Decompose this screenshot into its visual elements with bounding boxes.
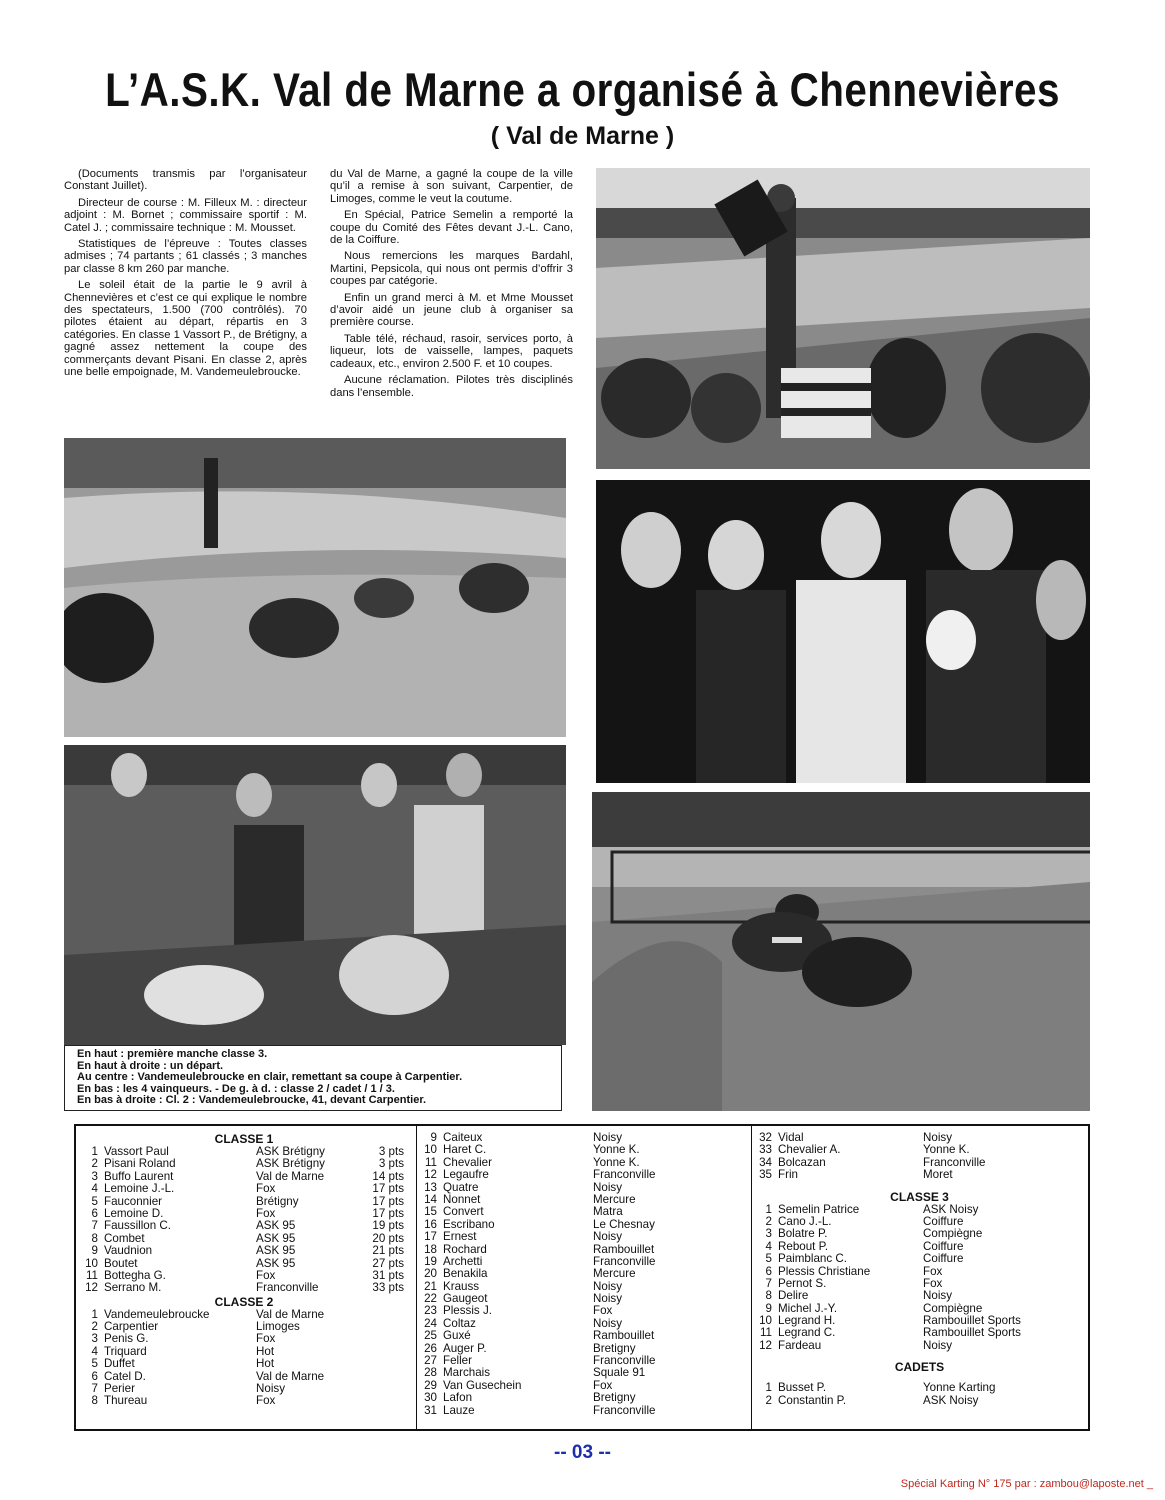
result-rank: 12: [85, 1281, 98, 1295]
result-rank: 11: [85, 1268, 98, 1282]
result-row: [423, 1268, 746, 1280]
result-rank: 31: [424, 1403, 437, 1417]
result-club: Noisy: [593, 1292, 622, 1306]
result-driver: Lafon: [443, 1391, 473, 1405]
result-driver: Krauss: [443, 1279, 480, 1293]
result-club: Brétigny: [256, 1194, 299, 1208]
result-rank: 8: [91, 1394, 98, 1408]
paragraph: Statistiques de l’épreuve : Toutes classes admises ; 74 partants ; 61 classés ; 3 manches par classe 8 km 260 par manche.: [64, 238, 307, 275]
result-club: Fox: [593, 1304, 613, 1318]
result-rank: 28: [424, 1366, 437, 1380]
result-driver: Michel J.-Y.: [778, 1301, 838, 1315]
result-club: ASK 95: [256, 1256, 296, 1270]
result-rank: 24: [424, 1316, 437, 1330]
result-row: [758, 1382, 1081, 1394]
result-rank: 25: [424, 1329, 437, 1343]
result-club: ASK Noisy: [923, 1202, 979, 1216]
paragraph: En Spécial, Patrice Semelin a remporté la coupe du Comité des Fêtes devant J.-L. Cano, de la Coiffure.: [330, 209, 573, 247]
result-row: [423, 1231, 746, 1243]
paragraph: Directeur de course : M. Filleux M. : directeur adjoint : M. Bornet ; commissaire sportif : M. Catel J. ; commissaire technique : M. Mousset.: [64, 196, 307, 234]
classe2-rows: [84, 1309, 404, 1408]
result-club: Bretigny: [593, 1391, 636, 1405]
result-driver: Penis G.: [104, 1332, 149, 1346]
result-rank: 15: [424, 1205, 437, 1219]
result-rank: 9: [765, 1301, 772, 1315]
result-driver: Lemoine J.-L.: [104, 1182, 175, 1196]
photo-first-heat: [64, 438, 566, 737]
result-club: ASK Brétigny: [256, 1145, 325, 1158]
result-driver: Plessis J.: [443, 1304, 492, 1318]
result-rank: 10: [424, 1143, 437, 1157]
result-points: 14 pts: [372, 1169, 404, 1183]
result-row: [84, 1220, 404, 1232]
result-rank: 6: [91, 1206, 98, 1220]
result-club: Val de Marne: [256, 1369, 325, 1383]
result-row: [423, 1405, 746, 1417]
result-club: Franconville: [256, 1281, 319, 1295]
result-points: 27 pts: [372, 1256, 404, 1270]
result-row: [758, 1340, 1081, 1352]
result-rank: 29: [424, 1378, 437, 1392]
result-driver: Benakila: [443, 1267, 488, 1281]
result-club: Franconville: [923, 1155, 986, 1169]
result-rank: 11: [424, 1155, 437, 1169]
result-row: [84, 1333, 404, 1345]
photo-race-start: [596, 168, 1090, 469]
result-club: Limoges: [256, 1320, 300, 1334]
result-club: Rambouillet Sports: [923, 1314, 1021, 1328]
result-rank: 11: [759, 1326, 772, 1340]
result-club: Fox: [256, 1268, 276, 1282]
classe3-heading: CLASSE 3: [890, 1189, 949, 1204]
result-points: 3 pts: [378, 1157, 404, 1171]
cadets-rows: [758, 1382, 1081, 1407]
result-rank: 22: [424, 1292, 437, 1306]
result-rank: 2: [91, 1157, 98, 1171]
result-driver: Vaudnion: [104, 1244, 153, 1258]
result-rank: 10: [759, 1314, 772, 1328]
result-rank: 20: [424, 1267, 437, 1281]
results-column-3: [751, 1126, 1081, 1429]
result-club: Coiffure: [923, 1239, 964, 1253]
result-driver: Bolcazan: [778, 1155, 826, 1169]
photo-class2-battle: [592, 792, 1090, 1111]
results-column-2: [416, 1126, 746, 1429]
result-rank: 7: [91, 1219, 98, 1233]
result-row: [423, 1392, 746, 1404]
result-driver: Marchais: [443, 1366, 491, 1380]
result-row: [84, 1358, 404, 1370]
result-rank: 5: [765, 1252, 772, 1266]
result-driver: Fardeau: [778, 1338, 822, 1352]
result-rank: 30: [424, 1391, 437, 1405]
result-club: Rambouillet: [593, 1329, 655, 1343]
result-club: Rambouillet: [593, 1242, 655, 1256]
result-driver: Quatre: [443, 1180, 479, 1194]
result-rank: 3: [91, 1332, 98, 1346]
result-rank: 4: [91, 1344, 98, 1358]
result-driver: Pernot S.: [778, 1276, 827, 1290]
result-driver: Combet: [104, 1231, 145, 1245]
result-club: Hot: [256, 1357, 275, 1371]
result-row: [84, 1183, 404, 1195]
result-club: Coiffure: [923, 1252, 964, 1266]
result-driver: Ernest: [443, 1230, 477, 1244]
result-row: [758, 1327, 1081, 1339]
paragraph: Nous remercions les marques Bardahl, Martini, Pepsicola, qui nous ont permis d’offrir 3 coupes par catégorie.: [330, 250, 573, 288]
result-club: Le Chesnay: [593, 1217, 655, 1231]
result-rank: 3: [91, 1169, 98, 1183]
result-club: Franconville: [593, 1403, 656, 1417]
result-club: Compiègne: [923, 1227, 983, 1241]
result-rank: 12: [424, 1168, 437, 1182]
result-driver: Caiteux: [443, 1131, 483, 1144]
result-club: Noisy: [593, 1131, 622, 1144]
paragraph: Enfin un grand merci à M. et Mme Mousset d’avoir aidé un jeune club à organiser sa première course.: [330, 291, 573, 329]
result-club: Noisy: [593, 1279, 622, 1293]
result-club: Franconville: [593, 1254, 656, 1268]
result-driver: Vassort Paul: [104, 1145, 169, 1158]
result-rank: 16: [424, 1217, 437, 1231]
result-club: Noisy: [593, 1180, 622, 1194]
result-row: [423, 1318, 746, 1330]
result-driver: Coltaz: [443, 1316, 476, 1330]
result-club: ASK 95: [256, 1244, 296, 1258]
paragraph: (Documents transmis par l’organisateur Constant Juillet).: [64, 168, 307, 193]
result-rank: 26: [424, 1341, 437, 1355]
caption-line: En haut à droite : un départ.: [77, 1059, 224, 1072]
result-club: Matra: [593, 1205, 623, 1219]
result-row: [423, 1367, 746, 1379]
result-driver: Escribano: [443, 1217, 495, 1231]
result-rank: 32: [759, 1131, 772, 1144]
result-points: 21 pts: [372, 1244, 404, 1258]
result-club: Squale 91: [593, 1366, 646, 1380]
result-club: Fox: [256, 1394, 276, 1408]
result-club: ASK 95: [256, 1219, 296, 1233]
result-club: Yonne K.: [593, 1155, 640, 1169]
result-row: [758, 1144, 1081, 1156]
result-row: [758, 1228, 1081, 1240]
result-rank: 7: [765, 1276, 772, 1290]
result-row: [758, 1253, 1081, 1265]
result-rank: 1: [91, 1145, 98, 1158]
result-row: [84, 1282, 404, 1294]
result-points: 17 pts: [372, 1194, 404, 1208]
result-driver: Paimblanc C.: [778, 1252, 847, 1266]
result-rank: 19: [424, 1254, 437, 1268]
photo-winners: [64, 745, 566, 1045]
results-table: [74, 1124, 1090, 1431]
result-driver: Chevalier: [443, 1155, 492, 1169]
result-driver: Feller: [443, 1354, 472, 1368]
photo-trophy-presentation: [596, 480, 1090, 783]
result-club: ASK Brétigny: [256, 1157, 325, 1171]
result-club: Moret: [923, 1168, 953, 1182]
result-driver: Auger P.: [443, 1341, 487, 1355]
result-rank: 12: [759, 1338, 772, 1352]
result-rank: 13: [424, 1180, 437, 1194]
result-club: Bretigny: [593, 1341, 636, 1355]
result-club: Rambouillet Sports: [923, 1326, 1021, 1340]
article-column-2: [330, 168, 573, 403]
result-rank: 9: [91, 1244, 98, 1258]
result-driver: Boutet: [104, 1256, 138, 1270]
result-rank: 1: [91, 1307, 98, 1321]
result-driver: Haret C.: [443, 1143, 487, 1157]
result-club: Noisy: [923, 1131, 952, 1144]
result-driver: Rebout P.: [778, 1239, 829, 1253]
result-club: Fox: [256, 1182, 276, 1196]
result-driver: Convert: [443, 1205, 484, 1219]
result-club: Noisy: [923, 1338, 952, 1352]
result-club: Fox: [256, 1206, 276, 1220]
result-row: [758, 1157, 1081, 1169]
caption-line: En bas à droite : Cl. 2 : Vandemeulebroucke, 41, devant Carpentier.: [77, 1094, 427, 1107]
cadets-heading: CADETS: [894, 1360, 945, 1375]
classe3-rows: [758, 1204, 1081, 1353]
result-club: Val de Marne: [256, 1307, 325, 1321]
result-rank: 8: [91, 1231, 98, 1245]
result-row: [758, 1290, 1081, 1302]
result-driver: Legaufre: [443, 1168, 489, 1182]
result-driver: Chevalier A.: [778, 1143, 841, 1157]
result-club: Hot: [256, 1344, 275, 1358]
result-driver: Pisani Roland: [104, 1157, 176, 1171]
classe2-rows-end: [758, 1132, 1081, 1182]
paragraph: du Val de Marne, a gagné la coupe de la ville qu’il a remise à son suivant, Carpentier, de Limoges, comme le veut la coutume.: [330, 168, 573, 205]
result-points: 31 pts: [372, 1268, 404, 1282]
caption-line: En bas : les 4 vainqueurs. - De g. à d. : classe 2 / cadet / 1 / 3.: [77, 1082, 395, 1095]
paragraph: Aucune réclamation. Pilotes très disciplinés dans l’ensemble.: [330, 374, 573, 399]
result-rank: 8: [765, 1289, 772, 1303]
result-club: Fox: [256, 1332, 276, 1346]
result-club: Val de Marne: [256, 1169, 325, 1183]
result-club: Noisy: [923, 1289, 952, 1303]
result-club: ASK 95: [256, 1231, 296, 1245]
result-rank: 14: [424, 1192, 437, 1206]
result-club: Fox: [923, 1264, 943, 1278]
result-club: Coiffure: [923, 1214, 964, 1228]
result-rank: 9: [430, 1131, 437, 1144]
result-driver: Rochard: [443, 1242, 487, 1256]
result-club: ASK Noisy: [923, 1393, 979, 1407]
result-driver: Vandemeulebroucke: [104, 1307, 210, 1321]
result-rank: 27: [424, 1354, 437, 1368]
result-points: 17 pts: [372, 1182, 404, 1196]
result-rank: 5: [91, 1357, 98, 1371]
result-driver: Archetti: [443, 1254, 483, 1268]
result-club: Yonne Karting: [923, 1381, 996, 1395]
result-driver: Faussillon C.: [104, 1219, 172, 1233]
result-points: 33 pts: [372, 1281, 404, 1295]
result-driver: Busset P.: [778, 1381, 827, 1395]
caption-line: En haut : première manche classe 3.: [77, 1048, 268, 1060]
result-driver: Catel D.: [104, 1369, 146, 1383]
result-driver: Nonnet: [443, 1192, 481, 1206]
result-row: [423, 1169, 746, 1181]
classe1-heading: CLASSE 1: [214, 1132, 274, 1146]
result-points: 19 pts: [372, 1219, 404, 1233]
result-club: Mercure: [593, 1192, 636, 1206]
result-rank: 34: [759, 1155, 772, 1169]
result-driver: Vidal: [778, 1131, 804, 1144]
result-rank: 6: [765, 1264, 772, 1278]
result-points: 17 pts: [372, 1206, 404, 1220]
result-driver: Duffet: [104, 1357, 135, 1371]
result-row: [423, 1206, 746, 1218]
result-driver: Legrand C.: [778, 1326, 836, 1340]
result-driver: Constantin P.: [778, 1393, 847, 1407]
result-driver: Perier: [104, 1382, 135, 1396]
result-rank: 2: [765, 1214, 772, 1228]
article-column-1: [64, 168, 307, 383]
result-club: Noisy: [256, 1382, 285, 1396]
result-rank: 35: [759, 1168, 772, 1182]
article-title: L’A.S.K. Val de Marne a organisé à Chennevières: [105, 63, 1060, 116]
result-driver: Thureau: [104, 1394, 148, 1408]
result-driver: Fauconnier: [104, 1194, 163, 1208]
classe2-rows-continued: [423, 1132, 746, 1417]
result-row: [423, 1330, 746, 1342]
result-driver: Van Gusechein: [443, 1378, 522, 1392]
classe2-heading: CLASSE 2: [214, 1294, 274, 1309]
result-rank: 21: [424, 1279, 437, 1293]
result-rank: 2: [765, 1393, 772, 1407]
result-rank: 33: [759, 1143, 772, 1157]
result-row: [84, 1158, 404, 1170]
result-club: Noisy: [593, 1316, 622, 1330]
result-driver: Lemoine D.: [104, 1206, 164, 1220]
result-rank: 6: [91, 1369, 98, 1383]
result-points: 3 pts: [378, 1145, 404, 1158]
result-rank: 10: [85, 1256, 98, 1270]
result-driver: Plessis Christiane: [778, 1264, 871, 1278]
result-driver: Frin: [778, 1168, 798, 1182]
article-subtitle: ( Val de Marne ): [490, 122, 675, 150]
result-club: Yonne K.: [923, 1143, 970, 1157]
result-driver: Cano J.-L.: [778, 1214, 832, 1228]
result-club: Franconville: [593, 1354, 656, 1368]
result-rank: 17: [424, 1230, 437, 1244]
result-driver: Serrano M.: [104, 1281, 162, 1295]
paragraph: Table télé, réchaud, rasoir, services porto, à liqueur, lots de vaisselle, lampes, paquets cadeaux, etc., environ 2.500 F. et 10 coupes.: [330, 332, 573, 370]
result-row: [423, 1305, 746, 1317]
result-club: Yonne K.: [593, 1143, 640, 1157]
page-number: -- 03 --: [554, 1442, 611, 1463]
result-driver: Delire: [778, 1289, 809, 1303]
result-driver: Carpentier: [104, 1320, 159, 1334]
result-driver: Semelin Patrice: [778, 1202, 860, 1216]
result-row: [758, 1169, 1081, 1181]
result-rank: 1: [765, 1202, 772, 1216]
result-driver: Lauze: [443, 1403, 475, 1417]
result-driver: Legrand H.: [778, 1314, 836, 1328]
result-rank: 5: [91, 1194, 98, 1208]
photo-caption: [64, 1045, 562, 1111]
results-column-1: [84, 1132, 404, 1408]
classe1-rows: [84, 1146, 404, 1295]
result-driver: Gaugeot: [443, 1292, 488, 1306]
footer-credit: Spécial Karting N° 175 par : zambou@laposte.net _: [900, 1478, 1153, 1490]
result-points: 20 pts: [372, 1231, 404, 1245]
paragraph: Le soleil était de la partie le 9 avril à Chennevières et c’est ce qui explique le nombre des spectateurs, 1.500 (700 contrôlés). 70 pilotes étaient au départ, répartis en 3 catégories. En classe 1 Vassort P., de Brétigny, a gagné assez nettement la coupe des commerçants devant Pisani. En classe 2, après une belle empoignade, M. Vandemeulebroucke.: [64, 279, 307, 379]
result-row: [758, 1395, 1081, 1407]
result-rank: 2: [91, 1320, 98, 1334]
result-rank: 3: [765, 1227, 772, 1241]
result-rank: 4: [91, 1182, 98, 1196]
result-driver: Guxé: [443, 1329, 471, 1343]
result-club: Fox: [593, 1378, 613, 1392]
result-driver: Buffo Laurent: [104, 1169, 174, 1183]
result-rank: 23: [424, 1304, 437, 1318]
result-rank: 7: [91, 1382, 98, 1396]
result-club: Fox: [923, 1276, 943, 1290]
result-club: Noisy: [593, 1230, 622, 1244]
result-driver: Bottegha G.: [104, 1268, 166, 1282]
result-driver: Bolatre P.: [778, 1227, 828, 1241]
result-row: [84, 1395, 404, 1407]
result-rank: 4: [765, 1239, 772, 1253]
result-driver: Triquard: [104, 1344, 147, 1358]
result-club: Mercure: [593, 1267, 636, 1281]
result-row: [423, 1144, 746, 1156]
result-rank: 18: [424, 1242, 437, 1256]
result-row: [84, 1245, 404, 1257]
result-rank: 1: [765, 1381, 772, 1395]
caption-line: Au centre : Vandemeulebroucke en clair, remettant sa coupe à Carpentier.: [77, 1071, 463, 1084]
result-club: Compiègne: [923, 1301, 983, 1315]
result-club: Franconville: [593, 1168, 656, 1182]
